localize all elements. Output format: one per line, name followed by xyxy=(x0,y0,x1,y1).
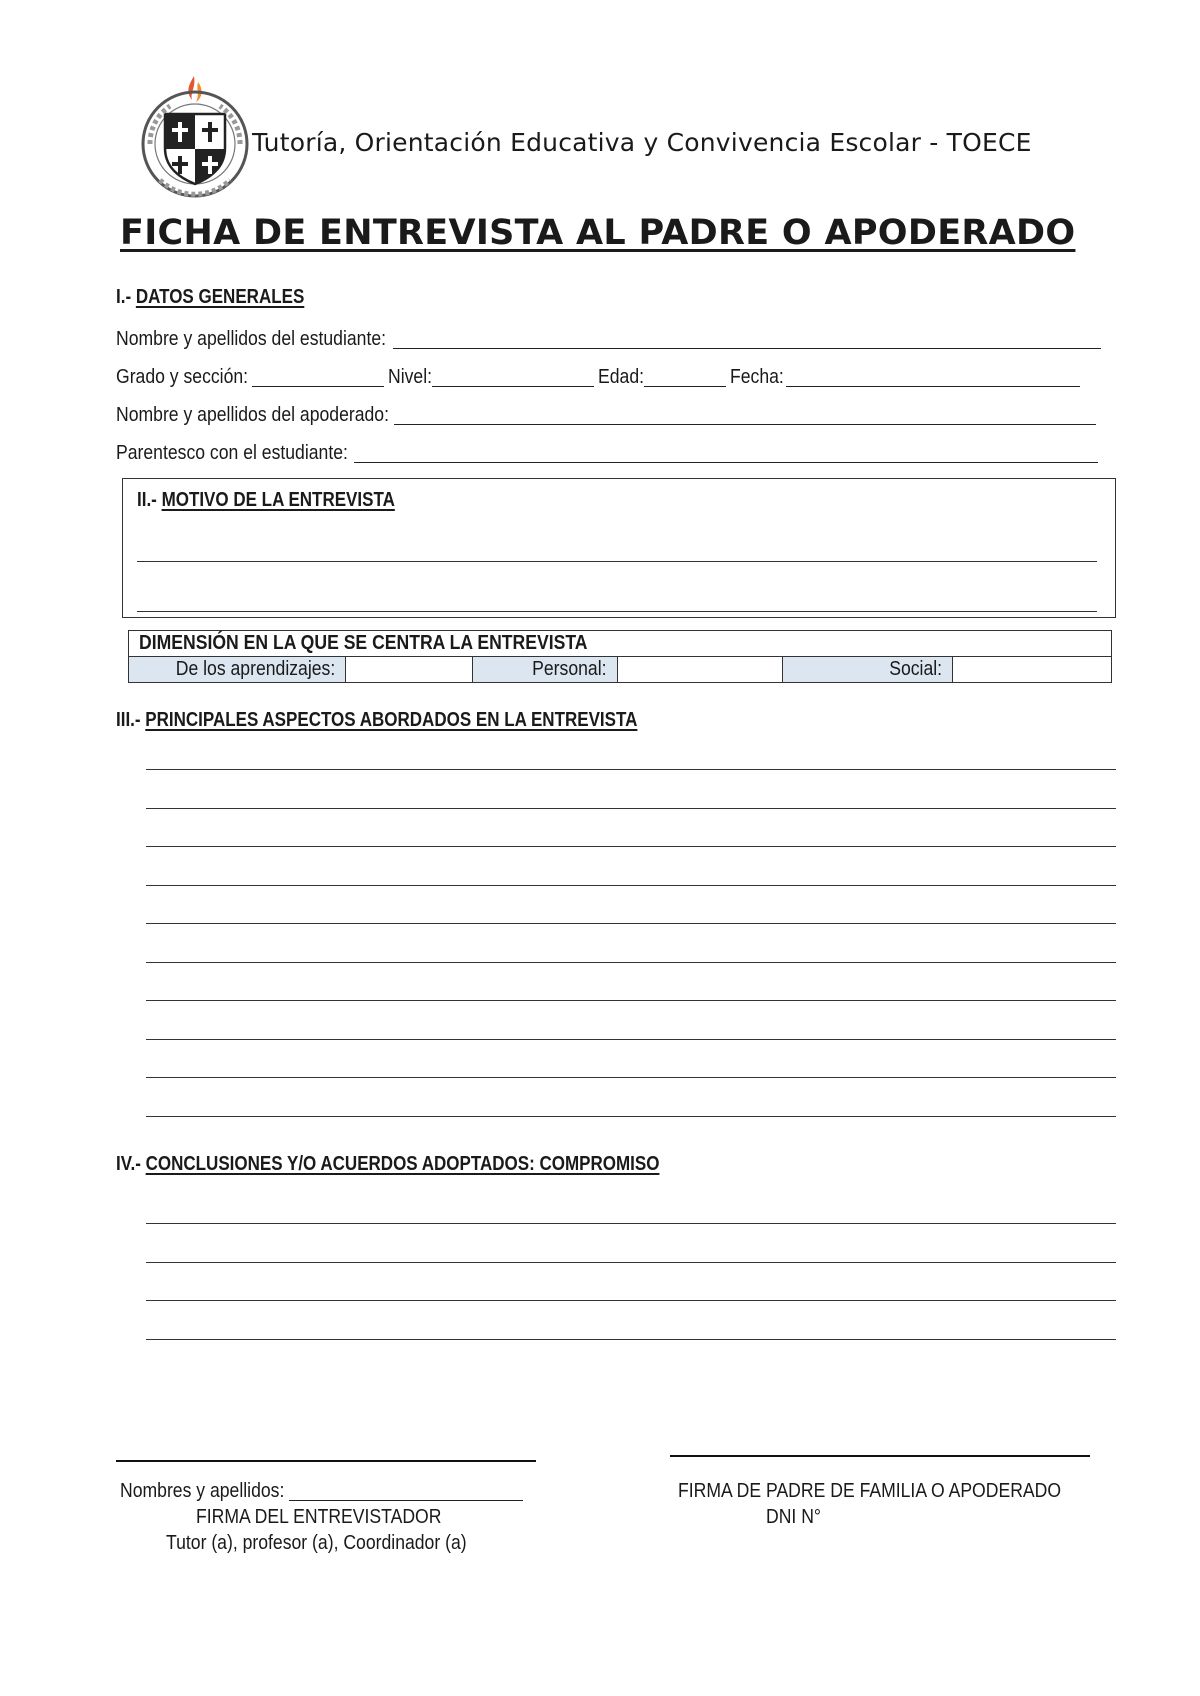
dimension-heading: DIMENSIÓN EN LA QUE SE CENTRA LA ENTREVISTA xyxy=(129,631,1112,657)
interviewer-signature-line[interactable] xyxy=(116,1460,536,1462)
guardian-dni-label: DNI N° xyxy=(766,1506,821,1528)
dimension-learning-label: De los aprendizajes: xyxy=(129,657,346,683)
section-2-heading xyxy=(137,489,395,512)
section-1-title: DATOS GENERALES xyxy=(135,286,305,308)
section-1-number: I.- xyxy=(116,286,132,308)
interviewer-name-row xyxy=(120,1480,527,1503)
reason-line-2[interactable] xyxy=(137,611,1097,612)
dimension-personal-label: Personal: xyxy=(473,657,617,683)
dimension-options-row xyxy=(129,657,1112,683)
aspects-line-8[interactable] xyxy=(146,1039,1116,1040)
form-title: FICHA DE ENTREVISTA AL PADRE O APODERADO xyxy=(120,213,1076,253)
dimension-header-row xyxy=(129,631,1112,657)
age-label: Edad: xyxy=(598,366,645,388)
aspects-line-3[interactable] xyxy=(146,846,1116,847)
date-field[interactable] xyxy=(786,368,1080,387)
grade-row xyxy=(116,366,1084,389)
relationship-label: Parentesco con el estudiante: xyxy=(116,442,348,464)
age-field[interactable] xyxy=(644,368,726,387)
interviewer-name-field[interactable] xyxy=(289,1482,523,1501)
interviewer-signature-title: FIRMA DEL ENTREVISTADOR xyxy=(196,1506,442,1528)
student-name-label: Nombre y apellidos del estudiante: xyxy=(116,328,387,350)
aspects-line-6[interactable] xyxy=(146,962,1116,963)
grade-section-field[interactable] xyxy=(252,368,384,387)
relationship-field[interactable] xyxy=(354,444,1098,463)
aspects-line-5[interactable] xyxy=(146,923,1116,924)
dimension-learning-cell[interactable] xyxy=(345,657,473,683)
interviewer-name-label: Nombres y apellidos: xyxy=(120,1480,285,1502)
date-label: Fecha: xyxy=(730,366,785,388)
dimension-table xyxy=(128,630,1112,683)
section-1-heading xyxy=(116,286,304,309)
reason-line-1[interactable] xyxy=(137,561,1097,562)
student-name-row xyxy=(116,328,1105,351)
interviewer-role-caption: Tutor (a), profesor (a), Coordinador (a) xyxy=(166,1532,467,1554)
level-field[interactable] xyxy=(432,368,594,387)
guardian-name-label: Nombre y apellidos del apoderado: xyxy=(116,404,389,426)
guardian-name-field[interactable] xyxy=(394,406,1096,425)
header-institution-text: Tutoría, Orientación Educativa y Convivencia Escolar - TOECE xyxy=(252,128,1032,157)
aspects-line-2[interactable] xyxy=(146,808,1116,809)
grade-section-label: Grado y sección: xyxy=(116,366,249,388)
aspects-line-10[interactable] xyxy=(146,1116,1116,1117)
guardian-signature-line[interactable] xyxy=(670,1455,1090,1457)
aspects-line-7[interactable] xyxy=(146,1000,1116,1001)
school-crest-logo xyxy=(130,72,260,200)
section-3-heading xyxy=(116,709,637,732)
conclusion-line-4[interactable] xyxy=(146,1339,1116,1340)
dimension-personal-cell[interactable] xyxy=(617,657,782,683)
dimension-social-label: Social: xyxy=(782,657,952,683)
dimension-social-cell[interactable] xyxy=(952,657,1111,683)
guardian-signature-title: FIRMA DE PADRE DE FAMILIA O APODERADO xyxy=(678,1480,1062,1502)
guardian-row xyxy=(116,404,1100,427)
section-2-number: II.- xyxy=(137,489,157,511)
section-3-title: PRINCIPALES ASPECTOS ABORDADOS EN LA ENTREVISTA xyxy=(145,709,638,731)
reason-box xyxy=(122,478,1116,618)
conclusion-line-3[interactable] xyxy=(146,1300,1116,1301)
aspects-line-4[interactable] xyxy=(146,885,1116,886)
section-2-title: MOTIVO DE LA ENTREVISTA xyxy=(161,489,395,511)
aspects-line-1[interactable] xyxy=(146,769,1116,770)
section-4-title: CONCLUSIONES Y/O ACUERDOS ADOPTADOS: COMPROMISO xyxy=(145,1153,660,1175)
conclusion-line-2[interactable] xyxy=(146,1262,1116,1263)
student-name-field[interactable] xyxy=(393,330,1101,349)
section-4-number: IV.- xyxy=(116,1153,141,1175)
relationship-row xyxy=(116,442,1102,465)
conclusion-line-1[interactable] xyxy=(146,1223,1116,1224)
level-label: Nivel: xyxy=(388,366,433,388)
section-4-heading xyxy=(116,1153,659,1176)
section-3-number: III.- xyxy=(116,709,141,731)
aspects-line-9[interactable] xyxy=(146,1077,1116,1078)
